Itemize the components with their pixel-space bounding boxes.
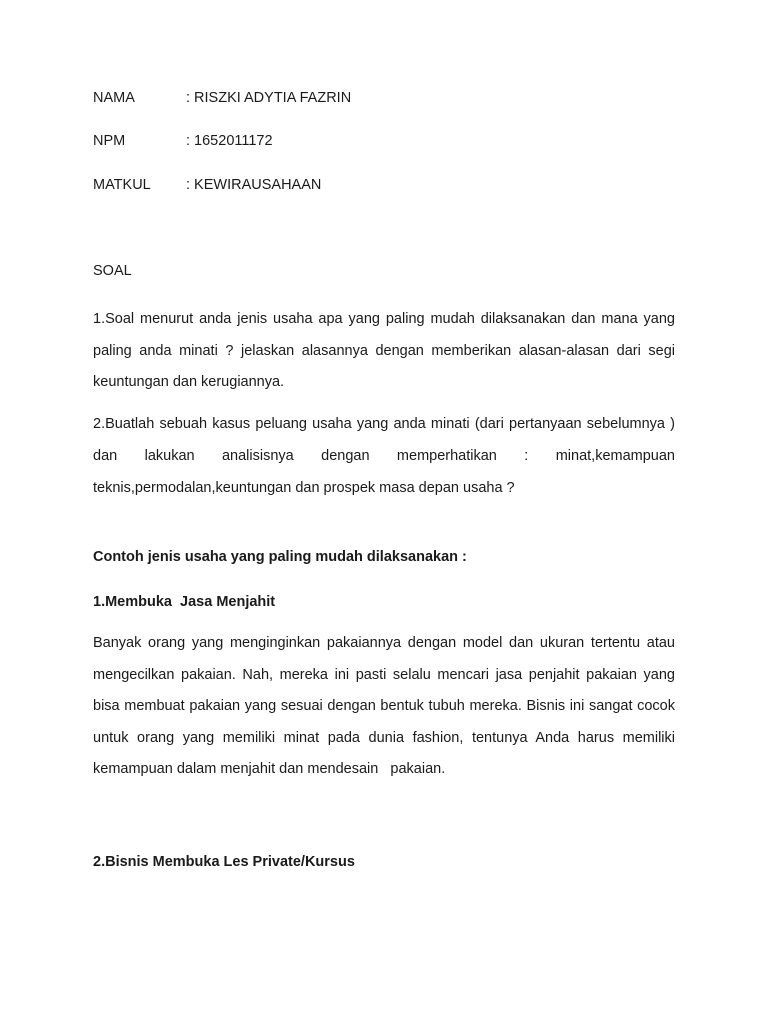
item-1-body: Banyak orang yang menginginkan pakaiannya dengan model dan ukuran tertentu atau mengecilkan pakaian. Nah, mereka ini pasti selalu mencari jasa penjahit pakaian yang bisa membuat pakaian yang sesuai dengan bentuk tubuh mereka. Bisnis ini sangat cocok untuk orang yang memiliki minat pada dunia fashion, tentunya Anda harus memiliki kemampuan dalam menjahit dan mendesain pakaian. [93,635,680,777]
soal-heading: SOAL [93,263,132,279]
item-2-title: 2.Bisnis Membuka Les Private/Kursus [93,854,355,870]
question-2: 2.Buatlah sebuah kasus peluang usaha yang anda minati (dari pertanyaan sebelumnya ) dan lakukan analisisnya dengan memperhatikan : minat,kemampuan teknis,permodalan,keuntungan dan prospek masa depan usaha ? [93,416,675,496]
npm-label: NPM [93,133,126,149]
matkul-value: : KEWIRAUSAHAAN [186,177,322,193]
nama-value: : RISZKI ADYTIA FAZRIN [186,90,352,106]
question-1: 1.Soal menurut anda jenis usaha apa yang paling mudah dilaksanakan dan mana yang paling anda minati ? jelaskan alasannya dengan memberikan alasan-alasan dari segi keuntungan dan kerugiannya. [93,311,675,390]
npm-value: : 1652011172 [186,133,273,149]
nama-label: NAMA [93,90,135,106]
answer-heading: Contoh jenis usaha yang paling mudah dilaksanakan : [93,549,467,565]
matkul-label: MATKUL [93,177,151,193]
item-1-title: 1.Membuka Jasa Menjahit [93,594,276,610]
